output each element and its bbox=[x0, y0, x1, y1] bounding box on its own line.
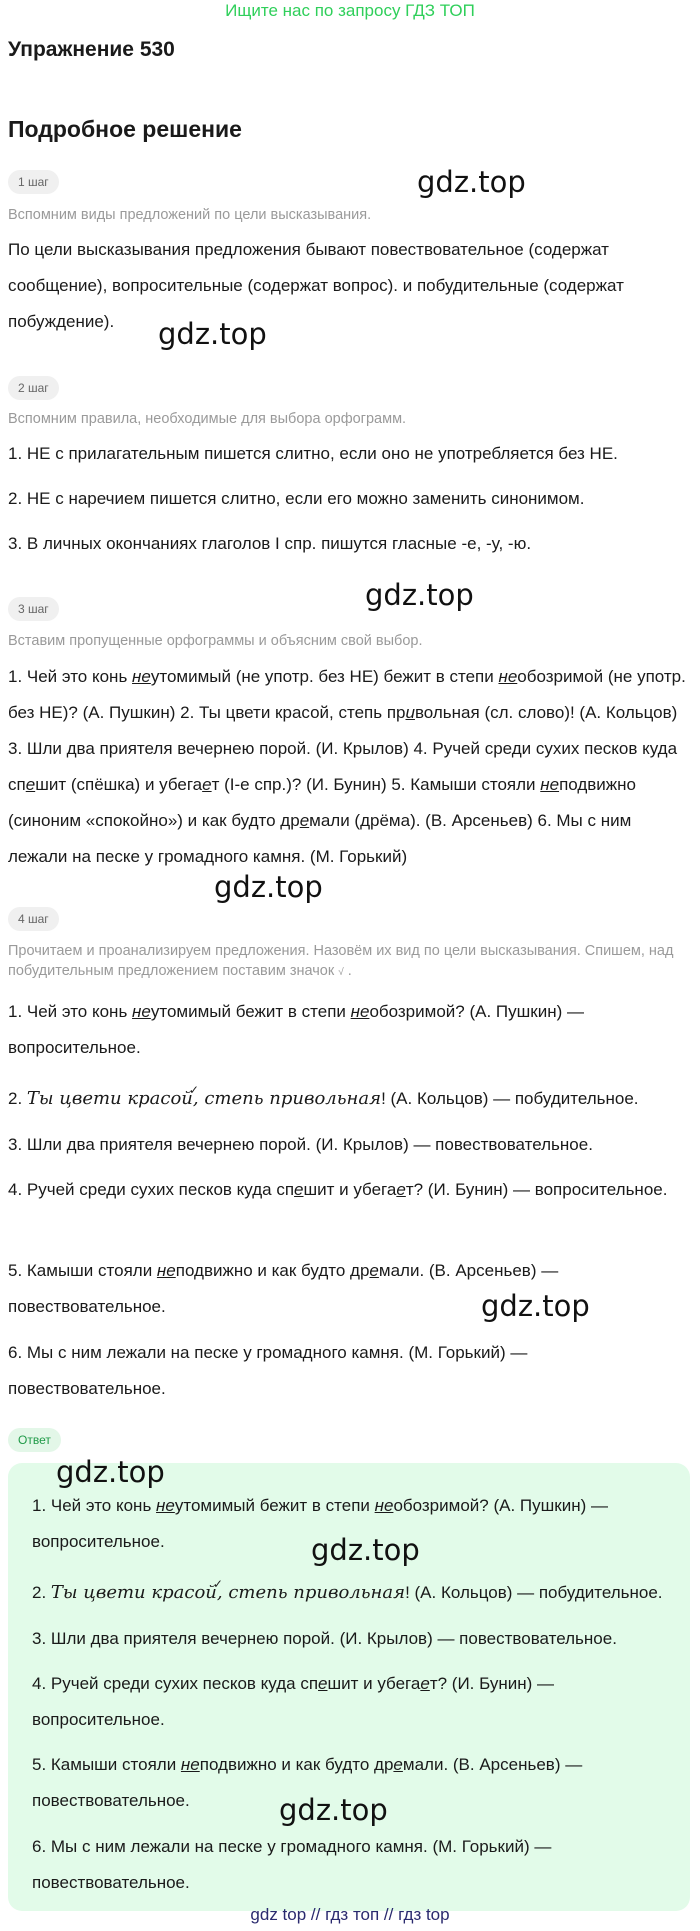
text-run: вольная (сл. слово)! (А. Кольцов) 3. Шли два приятеля вечернею порой. (И. Крылов) 4. Ручей среди сухих песков куда сп bbox=[8, 703, 678, 794]
text-run: утомимый бежит в степи bbox=[150, 1002, 351, 1021]
step-2-badge bbox=[8, 376, 59, 400]
text-run: мали (дрёма). (В. Арсеньев) 6. Мы с ним лежали на песке у громадного камня. (М. Горький) bbox=[8, 811, 632, 866]
analysis-3: 3. Шли два приятеля вечернею порой. (И. Крылов) — повествовательное. bbox=[8, 1135, 593, 1154]
orthogram: е bbox=[25, 775, 36, 794]
text-run: 2. bbox=[8, 1089, 27, 1108]
step-1-text: По цели высказывания предложения бывают повествовательное (содержат сообщение), вопросительные (содержат вопрос). и побудительные (содержат побуждение). bbox=[8, 240, 624, 331]
step-label: 3 шаг bbox=[8, 597, 59, 621]
orthogram: е bbox=[369, 1261, 379, 1280]
check-mark-icon: , ✓ bbox=[217, 1582, 223, 1603]
text-run: ! (А. Кольцов) — побудительное. bbox=[381, 1089, 639, 1108]
handwritten-text: Ты цвети красой bbox=[50, 1582, 217, 1603]
step-3-hint: Вставим пропущенные орфограммы и объясним свой выбор. bbox=[8, 633, 423, 649]
answer-4 bbox=[32, 1666, 682, 1738]
top-banner[interactable]: Ищите нас по запросу ГДЗ ТОП bbox=[225, 1, 475, 20]
text-run: обозримой? (А. Пушкин) — вопросительное. bbox=[32, 1496, 608, 1551]
text-run: 4. Ручей среди сухих песков куда сп bbox=[8, 1180, 295, 1199]
text-run: т? (И. Бунин) — вопросительное. bbox=[405, 1180, 668, 1199]
answer-label: Ответ bbox=[8, 1428, 61, 1452]
step-1-hint: Вспомним виды предложений по цели высказывания. bbox=[8, 207, 372, 223]
text-run: подвижно и как будто др bbox=[199, 1755, 394, 1774]
text-run: ! (А. Кольцов) — побудительное. bbox=[405, 1583, 663, 1602]
orthogram: не bbox=[156, 1496, 175, 1515]
orthogram: не bbox=[498, 667, 518, 686]
orthogram: е bbox=[393, 1755, 403, 1774]
orthogram: е bbox=[202, 775, 212, 794]
orthogram: не bbox=[180, 1755, 200, 1774]
text-run: 4. Ручей среди сухих песков куда сп bbox=[32, 1674, 319, 1693]
orthogram: е bbox=[396, 1180, 406, 1199]
watermark: gdz.top bbox=[365, 578, 474, 612]
handwritten-text: Ты цвети красой bbox=[26, 1088, 193, 1109]
check-mark-icon: √ bbox=[338, 967, 344, 978]
text-run: 1. Чей это конь bbox=[8, 667, 133, 686]
watermark: gdz.top bbox=[311, 1533, 420, 1567]
text-run: 1. Чей это конь bbox=[8, 1002, 133, 1021]
rule-3: 3. В личных окончаниях глаголов I спр. пишутся гласные -е, -у, -ю. bbox=[8, 534, 532, 553]
orthogram: не bbox=[132, 667, 151, 686]
handwritten-text: степь привольная bbox=[222, 1582, 406, 1603]
analysis-2 bbox=[8, 1081, 688, 1117]
text-run: подвижно (синоним «спокойно») и как будто др bbox=[8, 775, 637, 830]
orthogram: е bbox=[420, 1674, 430, 1693]
orthogram: не bbox=[132, 1002, 151, 1021]
answer-3: 3. Шли два приятеля вечернею порой. (И. Крылов) — повествовательное. bbox=[32, 1629, 617, 1648]
watermark: gdz.top bbox=[214, 870, 323, 904]
analysis-4 bbox=[8, 1172, 688, 1208]
text-run: 2. bbox=[32, 1583, 51, 1602]
orthogram: е bbox=[294, 1180, 304, 1199]
orthogram: не bbox=[374, 1496, 394, 1515]
watermark: gdz.top bbox=[279, 1793, 388, 1827]
rule-1: 1. НЕ с прилагательным пишется слитно, если оно не употребляется без НЕ. bbox=[8, 444, 618, 463]
text-run: мали. (В. Арсеньев) — повествовательное. bbox=[8, 1261, 559, 1316]
orthogram: е bbox=[299, 811, 310, 830]
step-4-hint bbox=[8, 941, 688, 983]
text-run: 5. Камыши стояли bbox=[8, 1261, 157, 1280]
exercise-title: Упражнение 530 bbox=[8, 38, 175, 61]
text-run: 1. Чей это конь bbox=[32, 1496, 157, 1515]
text-run: утомимый бежит в степи bbox=[174, 1496, 375, 1515]
step-4-badge bbox=[8, 907, 59, 931]
watermark: gdz.top bbox=[481, 1289, 590, 1323]
text-run: мали. (В. Арсеньев) — повествовательное. bbox=[32, 1755, 583, 1810]
orthogram: не bbox=[540, 775, 560, 794]
text-run: подвижно и как будто др bbox=[175, 1261, 370, 1280]
text-run: т? (И. Бунин) — вопросительное. bbox=[32, 1674, 555, 1729]
check-mark-icon: , ✓ bbox=[193, 1088, 199, 1109]
analysis-6: 6. Мы с ним лежали на песке у громадного камня. (М. Горький) — повествовательное. bbox=[8, 1343, 528, 1398]
handwritten-text: степь привольная bbox=[198, 1088, 382, 1109]
watermark: gdz.top bbox=[56, 1455, 165, 1489]
text-run: 5. Камыши стояли bbox=[32, 1755, 181, 1774]
answer-6: 6. Мы с ним лежали на песке у громадного камня. (М. Горький) — повествовательное. bbox=[32, 1837, 552, 1892]
step-3-text bbox=[8, 659, 688, 875]
footer-links[interactable]: gdz top // гдз топ // гдз top bbox=[250, 1905, 450, 1924]
hint-end: . bbox=[347, 963, 352, 979]
step-label: 2 шаг bbox=[8, 376, 59, 400]
orthogram: не bbox=[156, 1261, 176, 1280]
text-run: обозримой (не употр. без НЕ)? (А. Пушкин) 2. Ты цвети красой, степь пр bbox=[8, 667, 686, 722]
step-label: 4 шаг bbox=[8, 907, 59, 931]
watermark: gdz.top bbox=[158, 317, 267, 351]
watermark: gdz.top bbox=[417, 165, 526, 199]
step-label: 1 шаг bbox=[8, 170, 59, 194]
text-run: шит и убега bbox=[327, 1674, 421, 1693]
step-1-badge bbox=[8, 170, 59, 194]
hint-text: Прочитаем и проанализируем предложения. Назовём их вид по цели высказывания. Спишем, над побудительным предложением поставим значок bbox=[8, 943, 674, 979]
rule-2: 2. НЕ с наречием пишется слитно, если его можно заменить синонимом. bbox=[8, 489, 585, 508]
answer-2 bbox=[32, 1575, 682, 1611]
orthogram: и bbox=[405, 703, 415, 722]
text-run: шит и убега bbox=[303, 1180, 397, 1199]
step-3-badge bbox=[8, 597, 59, 621]
orthogram: е bbox=[318, 1674, 328, 1693]
analysis-1 bbox=[8, 994, 688, 1066]
text-run: шит (спёшка) и убега bbox=[35, 775, 203, 794]
text-run: обозримой? (А. Пушкин) — вопросительное. bbox=[8, 1002, 584, 1057]
step-2-hint: Вспомним правила, необходимые для выбора орфограмм. bbox=[8, 411, 407, 427]
text-run: утомимый (не употр. без НЕ) бежит в степи bbox=[150, 667, 499, 686]
solution-title: Подробное решение bbox=[8, 116, 242, 142]
answer-badge bbox=[8, 1428, 61, 1452]
orthogram: не bbox=[350, 1002, 370, 1021]
text-run: т (I-е спр.)? (И. Бунин) 5. Камыши стояли bbox=[211, 775, 541, 794]
